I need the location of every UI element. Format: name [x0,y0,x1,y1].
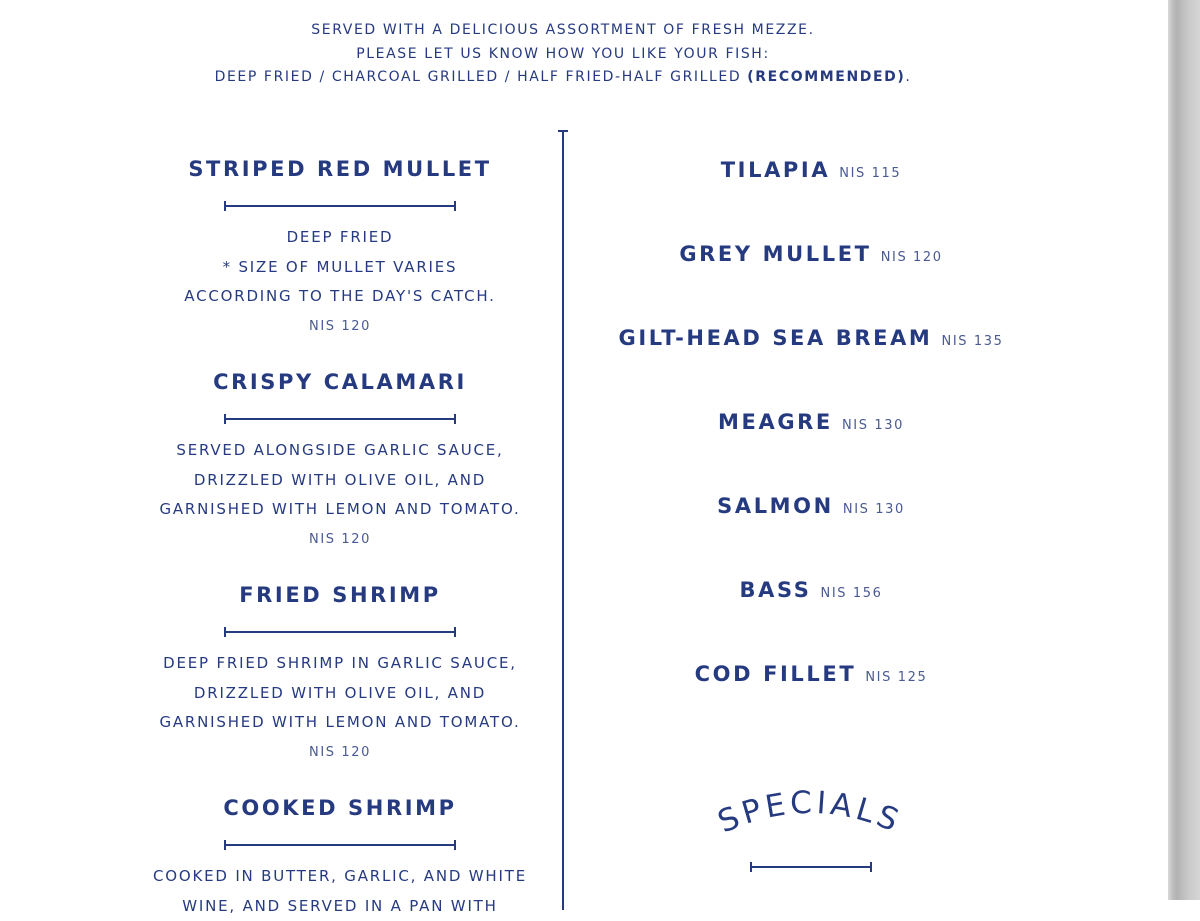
dish-title: COOKED SHRIMP [140,795,540,821]
dish-description-line: SERVED ALONGSIDE GARLIC SAUCE, [140,436,540,466]
fish-name: COD FILLET [695,662,857,686]
fish-name: SALMON [717,494,834,518]
fish-price: NIS 125 [865,670,927,685]
specials-section [700,780,920,880]
fish-name: BASS [739,578,811,602]
dish-price: NIS 120 [140,525,540,554]
dish-rule [224,631,456,633]
fish-price: NIS 115 [839,166,901,181]
dish-description-line: DEEP FRIED SHRIMP IN GARLIC SAUCE, [140,649,540,679]
dish-price: NIS 120 [140,312,540,341]
fish-item [600,156,1022,184]
fish-item [600,576,1022,604]
intro-line-3 [0,66,1126,90]
dish-item [140,369,540,554]
dish-rule [224,418,456,420]
specials-title: SPECIALS [713,785,907,841]
dish-description-line: GARNISHED WITH LEMON AND TOMATO. [140,708,540,738]
fish-item [600,324,1022,352]
dish-description [140,436,540,525]
dish-description [140,862,540,921]
dish-description-line: ACCORDING TO THE DAY'S CATCH. [140,282,540,312]
fish-item [600,240,1022,268]
dish-price: NIS 120 [140,738,540,767]
fish-name: GILT-HEAD SEA BREAM [619,326,933,350]
intro-text [0,19,1126,90]
dish-description-line: GARNISHED WITH LEMON AND TOMATO. [140,495,540,525]
fish-price: NIS 156 [821,586,883,601]
dish-description-line: DEEP FRIED [140,223,540,253]
dish-title: FRIED SHRIMP [140,582,540,608]
dish-description-line: DRIZZLED WITH OLIVE OIL, AND [140,466,540,496]
fish-name: GREY MULLET [679,242,871,266]
fish-price: NIS 135 [942,334,1004,349]
column-divider [562,130,564,910]
fish-name: MEAGRE [718,410,833,434]
intro-line-1: SERVED WITH A DELICIOUS ASSORTMENT OF FRESH MEZZE. [0,19,1126,43]
fish-item [600,660,1022,688]
dish-title: CRISPY CALAMARI [140,369,540,395]
dish-item [140,156,540,341]
dish-description [140,649,540,738]
page-edge-shadow [1168,0,1200,900]
dish-item [140,795,540,921]
fish-item [600,492,1022,520]
specials-rule [750,866,872,868]
dish-description-line: DRIZZLED WITH OLIVE OIL, AND [140,679,540,709]
dish-description-line: * SIZE OF MULLET VARIES [140,253,540,283]
dish-rule [224,844,456,846]
dish-title: STRIPED RED MULLET [140,156,540,182]
specials-heading [700,780,920,860]
intro-line-3-prefix: DEEP FRIED / CHARCOAL GRILLED / HALF FRIED-HALF GRILLED [215,69,748,85]
intro-recommended: (RECOMMENDED) [747,69,905,85]
intro-line-2: PLEASE LET US KNOW HOW YOU LIKE YOUR FISH: [0,43,1126,67]
intro-line-3-suffix: . [905,69,911,85]
dish-description-line: WINE, AND SERVED IN A PAN WITH [140,892,540,921]
fish-price: NIS 130 [842,418,904,433]
dish-rule [224,205,456,207]
fish-item [600,408,1022,436]
svg-text:SPECIALS [713,785,907,841]
fish-price: NIS 120 [881,250,943,265]
dish-description-line: COOKED IN BUTTER, GARLIC, AND WHITE [140,862,540,892]
fish-price: NIS 130 [843,502,905,517]
dish-description [140,223,540,312]
fish-name: TILAPIA [721,158,830,182]
dish-item [140,582,540,767]
